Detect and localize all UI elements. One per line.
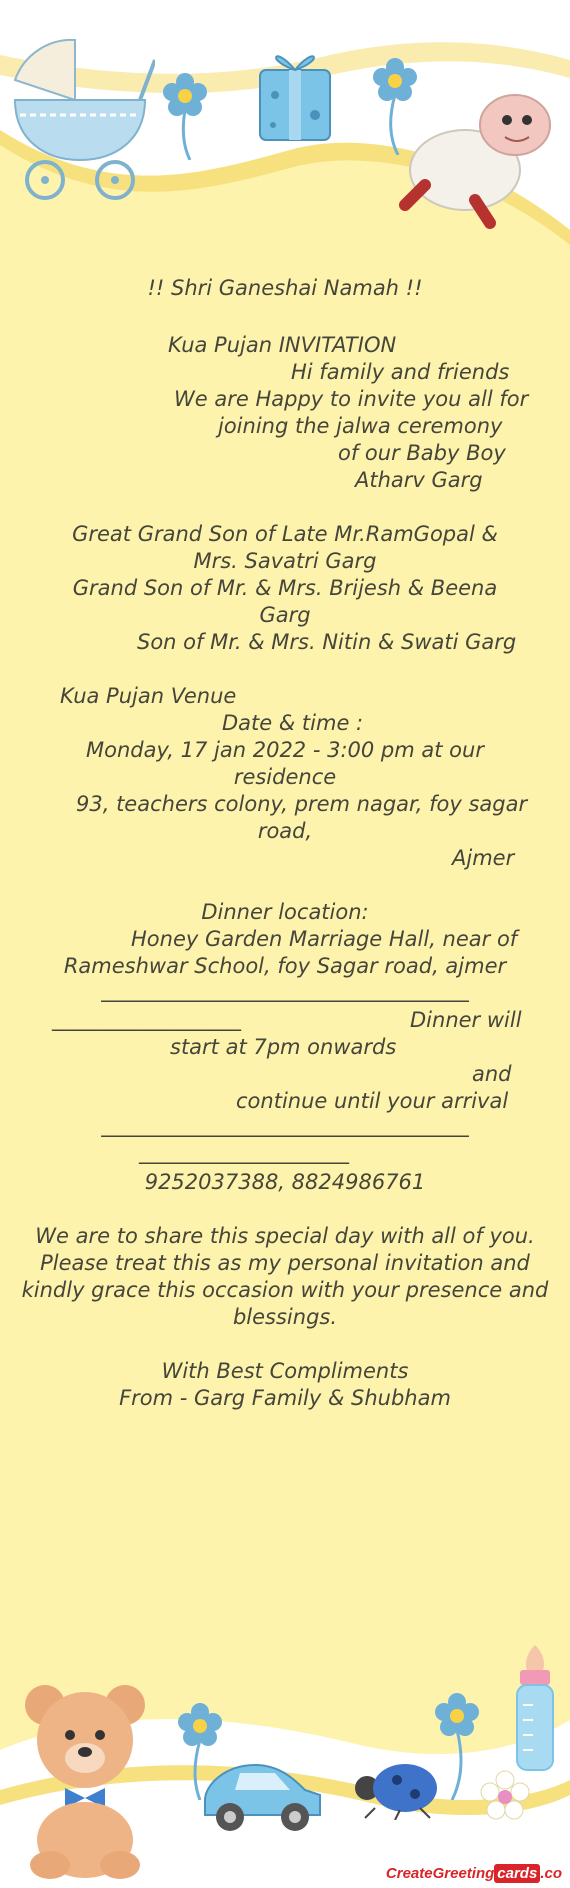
closing-line: blessings. [232,1305,338,1329]
sheep-icon [395,75,570,235]
baby-carriage-icon [5,20,155,210]
separator: ___________________________________ [101,1113,469,1137]
dinner-start-cont: start at 7pm onwards [170,1035,397,1059]
daisy-icon [480,1770,530,1820]
venue-address-cont: road, [257,819,313,843]
baby-name: Atharv Garg [355,468,483,492]
gift-icon [255,45,335,145]
closing-line: Please treat this as my personal invitation and [40,1251,530,1275]
separator: ____________________ [139,1140,349,1164]
flower-icon [160,70,210,160]
family-line: Son of Mr. & Mrs. Nitin & Swati Garg [137,630,517,654]
venue-heading: Kua Pujan Venue [60,684,237,708]
brand-logo [386,1865,562,1882]
dinner-label: Dinner location: [201,900,369,924]
compliments: With Best Compliments [161,1359,409,1383]
from-line: From - Garg Family & Shubham [119,1386,451,1410]
dinner-place-cont: Rameshwar School, foy Sagar road, ajmer [63,954,507,978]
intro-line: of our Baby Boy [338,441,506,465]
dinner-and: and [472,1062,512,1086]
dinner-continue: continue until your arrival [236,1089,509,1113]
phone-numbers: 9252037388, 8824986761 [144,1170,426,1194]
brand-cards: cards [494,1864,540,1883]
intro-line: Hi family and friends [291,360,510,384]
family-line: Grand Son of Mr. & Mrs. Brijesh & Beena [72,576,498,600]
baby-bottle-icon [505,1645,565,1775]
venue-address: 93, teachers colony, prem nagar, foy sagar [76,792,528,816]
invitation-title: Kua Pujan INVITATION [168,333,397,357]
family-line: Great Grand Son of Late Mr.RamGopal & [72,522,498,546]
date-label: Date & time : [222,711,364,735]
date-time-cont: residence [233,765,337,789]
closing-line: We are to share this special day with all of you. [35,1224,535,1248]
flower-icon [432,1690,482,1800]
brand-suffix: .co [540,1865,562,1882]
separator: __________________ [52,1007,241,1031]
intro-line: joining the jalwa ceremony [218,414,503,438]
closing-line: kindly grace this occasion with your presence and [21,1278,549,1302]
dinner-place: Honey Garden Marriage Hall, near of [131,927,518,951]
dinner-start: Dinner will [410,1008,522,1032]
venue-city: Ajmer [452,846,515,870]
greeting: !! Shri Ganeshai Namah !! [147,276,423,300]
family-line: Garg [259,603,311,627]
toy-car-icon [195,1745,325,1840]
teddy-bear-icon [10,1670,160,1880]
separator: ___________________________________ [101,978,469,1002]
brand-name: CreateGreeting [385,1865,495,1882]
ladybug-icon [345,1750,445,1820]
family-line: Mrs. Savatri Garg [193,549,377,573]
intro-line: We are Happy to invite you all for [174,387,529,411]
date-time: Monday, 17 jan 2022 - 3:00 pm at our [86,738,484,762]
